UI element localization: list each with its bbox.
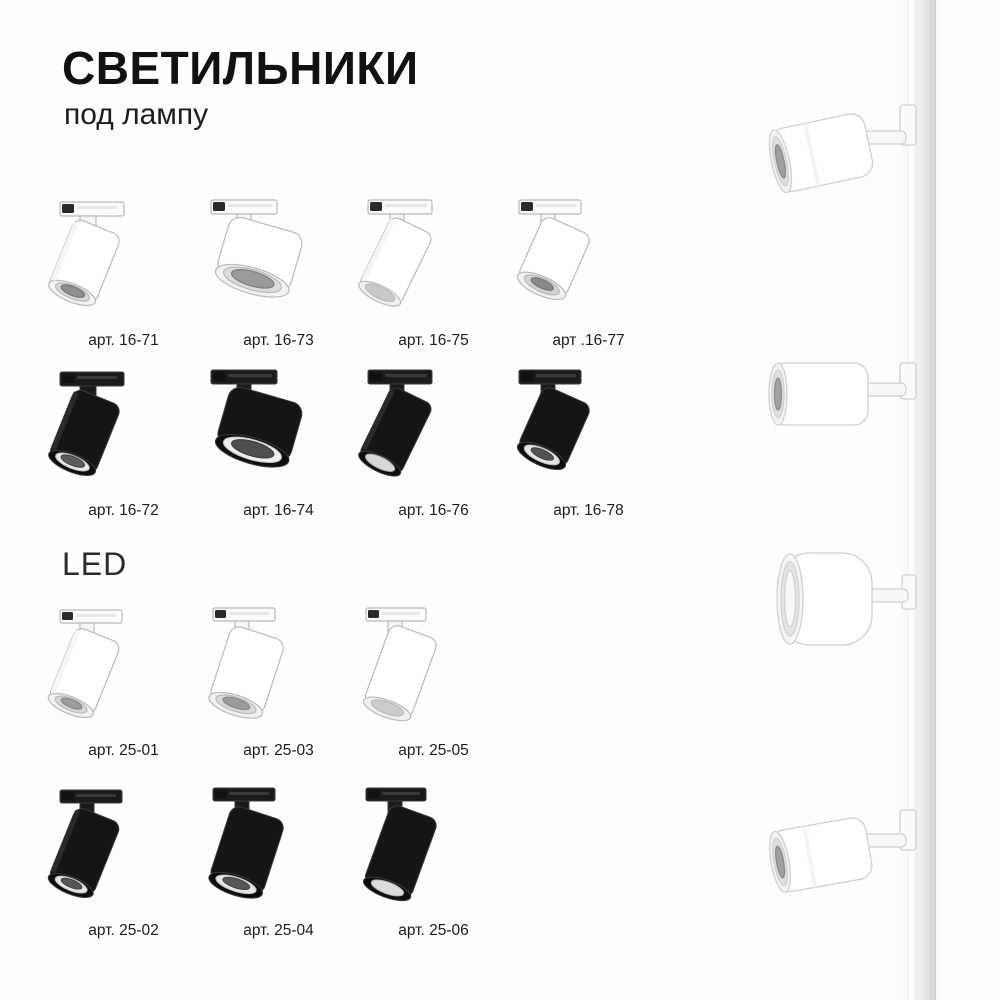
product-cell[interactable] — [201, 780, 356, 940]
product-code: арт. 25-03 — [243, 742, 314, 759]
product-code: арт. 25-05 — [398, 742, 469, 759]
fixture-16-72 — [46, 360, 201, 490]
fixture-16-77 — [511, 190, 666, 320]
product-code: арт. 25-01 — [88, 742, 159, 759]
fixture-16-78 — [511, 360, 666, 490]
product-cell[interactable] — [201, 600, 356, 760]
product-code: арт. 25-06 — [398, 922, 469, 939]
fixture-25-06 — [356, 780, 511, 910]
fixture-25-01 — [46, 600, 201, 730]
fixture-25-03 — [201, 600, 356, 730]
product-code: арт. 16-74 — [243, 502, 314, 519]
section-label-led: LED — [62, 546, 128, 582]
product-row-lamp-black — [46, 360, 666, 520]
product-row-led-black — [46, 780, 511, 940]
fixture-16-75 — [356, 190, 511, 320]
product-code: арт. 25-02 — [88, 922, 159, 939]
product-row-lamp-white — [46, 190, 666, 350]
product-code: арт. 16-72 — [88, 502, 159, 519]
page-title: СВЕТИЛЬНИКИ — [62, 42, 419, 94]
page-subtitle: под лампу — [64, 98, 209, 132]
product-code: арт. 16-71 — [88, 332, 159, 349]
fixture-25-02 — [46, 780, 201, 910]
showcase-lamp-1 — [750, 95, 940, 245]
product-cell[interactable] — [46, 190, 201, 350]
product-code: арт. 25-04 — [243, 922, 314, 939]
product-cell[interactable] — [46, 780, 201, 940]
fixture-25-05 — [356, 600, 511, 730]
fixture-16-76 — [356, 360, 511, 490]
product-code: арт .16-77 — [552, 332, 625, 349]
showcase-lamp-3 — [750, 545, 940, 695]
product-cell[interactable] — [356, 360, 511, 520]
showcase-lamp-4 — [750, 800, 940, 950]
product-cell[interactable] — [201, 190, 356, 350]
product-code: арт. 16-76 — [398, 502, 469, 519]
product-cell[interactable] — [46, 360, 201, 520]
fixture-16-73 — [201, 190, 356, 320]
product-row-led-white — [46, 600, 511, 760]
fixture-16-74 — [201, 360, 356, 490]
product-code: арт. 16-78 — [553, 502, 624, 519]
product-cell[interactable] — [201, 360, 356, 520]
product-code: арт. 16-75 — [398, 332, 469, 349]
product-cell[interactable] — [356, 600, 511, 760]
product-cell[interactable] — [511, 360, 666, 520]
product-cell[interactable] — [356, 190, 511, 350]
product-code: арт. 16-73 — [243, 332, 314, 349]
fixture-16-71 — [46, 190, 201, 320]
product-cell[interactable] — [511, 190, 666, 350]
fixture-25-04 — [201, 780, 356, 910]
product-cell[interactable] — [356, 780, 511, 940]
header — [62, 44, 419, 132]
showcase-lamp-2 — [750, 345, 940, 495]
product-cell[interactable] — [46, 600, 201, 760]
showcase-track-column — [710, 0, 1000, 1000]
